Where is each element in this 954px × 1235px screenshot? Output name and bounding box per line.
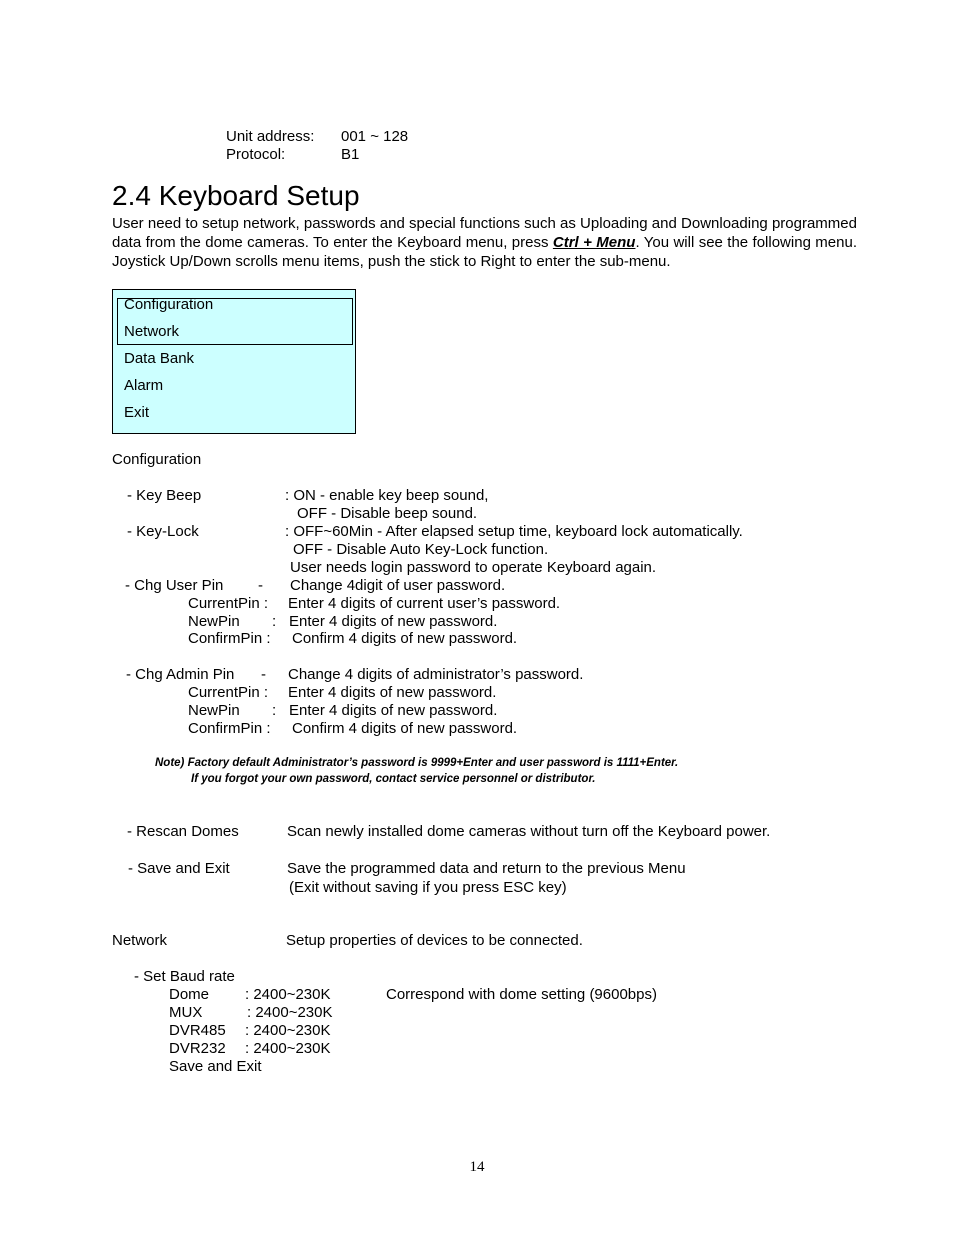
key-lock-desc-2: OFF - Disable Auto Key-Lock function. [293, 541, 549, 558]
user-new-pin-label: NewPin [188, 613, 240, 630]
key-lock-desc-1: : OFF~60Min - After elapsed setup time, keyboard lock automatically. [285, 523, 743, 540]
intro-text-after: . You will see the following menu. Joystick Up/Down scrolls menu items, push the stick to Right to enter the sub-menu. [112, 234, 858, 270]
admin-new-pin-colon: : [272, 702, 277, 719]
menu-item-network[interactable]: Network [124, 323, 180, 340]
intro-paragraph [112, 214, 857, 271]
network-desc: Setup properties of devices to be connected. [286, 932, 583, 949]
save-and-exit-label: - Save and Exit [128, 860, 230, 877]
network-save-and-exit: Save and Exit [169, 1058, 262, 1075]
key-beep-desc-2: OFF - Disable beep sound. [297, 505, 478, 522]
menu-item-alarm[interactable]: Alarm [124, 377, 164, 394]
network-title: Network [112, 932, 168, 949]
protocol-label: Protocol: [226, 146, 286, 163]
dvr232-baud-value: : 2400~230K [245, 1040, 331, 1057]
chg-admin-pin-desc: Change 4 digits of administrator’s password. [288, 666, 584, 683]
key-lock-desc-3: User needs login password to operate Keyboard again. [290, 559, 657, 576]
user-current-pin-label: CurrentPin : [188, 595, 269, 612]
chg-user-pin-label: - Chg User Pin [125, 577, 224, 594]
configuration-title: Configuration [112, 451, 202, 468]
dvr485-baud-value: : 2400~230K [245, 1022, 331, 1039]
key-beep-label: - Key Beep [127, 487, 202, 504]
unit-address-value: 001 ~ 128 [341, 128, 409, 145]
page-number: 14 [469, 1159, 485, 1175]
password-note-line-2: If you forgot your own password, contact service personnel or distributor. [191, 773, 596, 785]
set-baud-rate-label: - Set Baud rate [134, 968, 235, 985]
admin-confirm-pin-label: ConfirmPin : [188, 720, 271, 737]
rescan-domes-label: - Rescan Domes [127, 823, 239, 840]
dome-baud-value: : 2400~230K [245, 986, 331, 1003]
key-lock-label: - Key-Lock [127, 523, 199, 540]
dvr232-baud-label: DVR232 [169, 1040, 226, 1057]
chg-admin-pin-label: - Chg Admin Pin [126, 666, 235, 683]
intro-text-before: User need to setup network, passwords and special functions such as Uploading and Downloading programmed data from the dome cameras. To enter the Keyboard menu, press [112, 215, 857, 251]
user-new-pin-desc: Enter 4 digits of new password. [289, 613, 498, 630]
admin-confirm-pin-desc: Confirm 4 digits of new password. [292, 720, 518, 737]
user-confirm-pin-desc: Confirm 4 digits of new password. [292, 630, 518, 647]
user-confirm-pin-label: ConfirmPin : [188, 630, 271, 647]
unit-address-label: Unit address: [226, 128, 315, 145]
user-new-pin-colon: : [272, 613, 277, 630]
admin-current-pin-desc: Enter 4 digits of new password. [288, 684, 497, 701]
chg-user-pin-dash: - [258, 577, 263, 594]
admin-current-pin-label: CurrentPin : [188, 684, 269, 701]
dome-baud-label: Dome [169, 986, 210, 1003]
chg-admin-pin-dash: - [261, 666, 266, 683]
ctrl-menu-shortcut: Ctrl + Menu [552, 234, 636, 251]
menu-item-exit[interactable]: Exit [124, 404, 150, 421]
menu-item-data-bank[interactable]: Data Bank [124, 350, 195, 367]
save-and-exit-desc-1: Save the programmed data and return to the previous Menu [287, 860, 686, 877]
keyboard-menu [112, 289, 356, 434]
password-note-line-1: Note) Factory default Administrator’s password is 9999+Enter and user password is 1111+Enter. [155, 757, 679, 769]
dome-baud-note: Correspond with dome setting (9600bps) [386, 986, 657, 1003]
rescan-domes-desc: Scan newly installed dome cameras without turn off the Keyboard power. [287, 823, 771, 840]
key-beep-desc-1: : ON - enable key beep sound, [285, 487, 489, 504]
chg-user-pin-desc: Change 4digit of user password. [290, 577, 506, 594]
save-and-exit-desc-2: (Exit without saving if you press ESC key) [289, 879, 567, 896]
admin-new-pin-label: NewPin [188, 702, 240, 719]
mux-baud-value: : 2400~230K [247, 1004, 333, 1021]
mux-baud-label: MUX [169, 1004, 203, 1021]
section-heading: 2.4 Keyboard Setup [112, 180, 360, 211]
user-current-pin-desc: Enter 4 digits of current user’s password. [288, 595, 561, 612]
admin-new-pin-desc: Enter 4 digits of new password. [289, 702, 498, 719]
menu-item-configuration[interactable]: Configuration [124, 296, 214, 313]
protocol-value: B1 [341, 146, 360, 163]
dvr485-baud-label: DVR485 [169, 1022, 226, 1039]
